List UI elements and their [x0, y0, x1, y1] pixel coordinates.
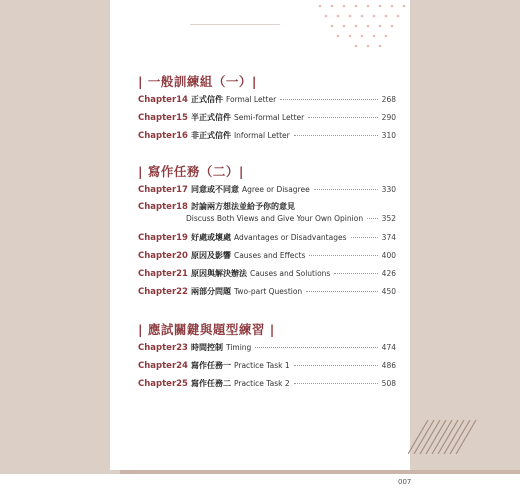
page-ref: 330	[381, 185, 396, 194]
chapter-title-en: Causes and Effects	[233, 251, 306, 260]
chapter-title-zh: 兩部分問題	[190, 287, 231, 296]
page-ref: 474	[381, 343, 396, 352]
chapter-title-en: Two-part Question	[233, 287, 303, 296]
toc-entry[interactable]	[138, 201, 396, 215]
dot-pattern-decoration	[310, 0, 430, 60]
chapter-title-en: Semi-formal Letter	[233, 113, 305, 122]
toc-entry[interactable]	[138, 94, 396, 108]
page-ref: 374	[381, 233, 396, 242]
page-ref: 310	[381, 131, 396, 140]
chapter-title-en: Advantages or Disadvantages	[233, 233, 347, 242]
chapter-title-en: Informal Letter	[233, 131, 290, 140]
toc-entry[interactable]	[138, 360, 396, 374]
dot-leader	[294, 365, 378, 366]
bottom-band	[0, 474, 520, 500]
toc-entry[interactable]	[138, 268, 396, 282]
page-ref: 352	[381, 214, 396, 223]
toc-entry[interactable]	[138, 112, 396, 126]
page-ref: 400	[381, 251, 396, 260]
toc-entry[interactable]	[138, 250, 396, 264]
page-ref: 450	[381, 287, 396, 296]
page-ref: 290	[381, 113, 396, 122]
chapter-title-zh: 非正式信件	[190, 131, 231, 140]
chapter-title-en: Agree or Disagree	[241, 185, 310, 194]
page-ref: 486	[381, 361, 396, 370]
toc-entry[interactable]	[138, 378, 396, 392]
chapter-title-zh: 寫作任務二	[190, 379, 231, 388]
toc-entry[interactable]	[138, 232, 396, 246]
chapter-label: Chapter19	[138, 233, 188, 243]
chapter-label: Chapter15	[138, 113, 188, 123]
page-ref: 426	[381, 269, 396, 278]
dot-leader	[308, 117, 377, 118]
dot-leader	[255, 347, 377, 348]
toc-entry[interactable]	[138, 130, 396, 144]
chapter-label: Chapter22	[138, 287, 188, 297]
chapter-label: Chapter24	[138, 361, 188, 371]
chapter-label: Chapter23	[138, 343, 188, 353]
chapter-title-zh: 寫作任務一	[190, 361, 231, 370]
dot-leader	[294, 383, 378, 384]
chapter-title-zh: 討論兩方想法並給予你的意見	[190, 202, 295, 211]
dot-leader	[309, 255, 377, 256]
chapter-title-zh: 好處或壞處	[190, 233, 231, 242]
dot-leader	[314, 189, 378, 190]
chapter-label: Chapter17	[138, 185, 188, 195]
chapter-label: Chapter21	[138, 269, 188, 279]
page-ref: 508	[381, 379, 396, 388]
dot-leader	[351, 237, 378, 238]
section-title: | 一般訓練組（一）|	[138, 74, 257, 89]
chapter-title-en: Practice Task 2	[233, 379, 290, 388]
section-title: | 寫作任務（二）|	[138, 164, 244, 179]
dot-leader	[280, 99, 378, 100]
chapter-title-en: Timing	[225, 343, 252, 352]
chapter-title-en: Causes and Solutions	[249, 269, 331, 278]
toc-entry-continuation[interactable]	[186, 214, 396, 228]
decorative-line	[190, 24, 280, 25]
chapter-title-en: Discuss Both Views and Give Your Own Opinion	[186, 214, 364, 223]
chapter-title-zh: 原因及影響	[190, 251, 231, 260]
section-title: | 應試關鍵與題型練習 |	[138, 322, 275, 337]
chapter-label: Chapter25	[138, 379, 188, 389]
toc-entry[interactable]	[138, 342, 396, 356]
page-ref: 268	[381, 95, 396, 104]
chapter-title-zh: 同意或不同意	[190, 185, 239, 194]
toc-entry[interactable]	[138, 286, 396, 300]
chapter-title-zh: 正式信件	[190, 95, 223, 104]
chapter-label: Chapter18	[138, 202, 188, 212]
page-number: 007	[398, 478, 412, 486]
hatch-decoration	[408, 420, 478, 454]
dot-leader	[367, 218, 378, 219]
chapter-label: Chapter14	[138, 95, 188, 105]
toc-entry[interactable]	[138, 184, 396, 198]
dot-leader	[306, 291, 377, 292]
chapter-title-zh: 半正式信件	[190, 113, 231, 122]
dot-leader	[334, 273, 377, 274]
chapter-title-en: Practice Task 1	[233, 361, 290, 370]
chapter-label: Chapter16	[138, 131, 188, 141]
chapter-title-zh: 原因與解決辦法	[190, 269, 247, 278]
dot-leader	[294, 135, 378, 136]
chapter-title-zh: 時間控制	[190, 343, 223, 352]
chapter-label: Chapter20	[138, 251, 188, 261]
chapter-title-en: Formal Letter	[225, 95, 277, 104]
